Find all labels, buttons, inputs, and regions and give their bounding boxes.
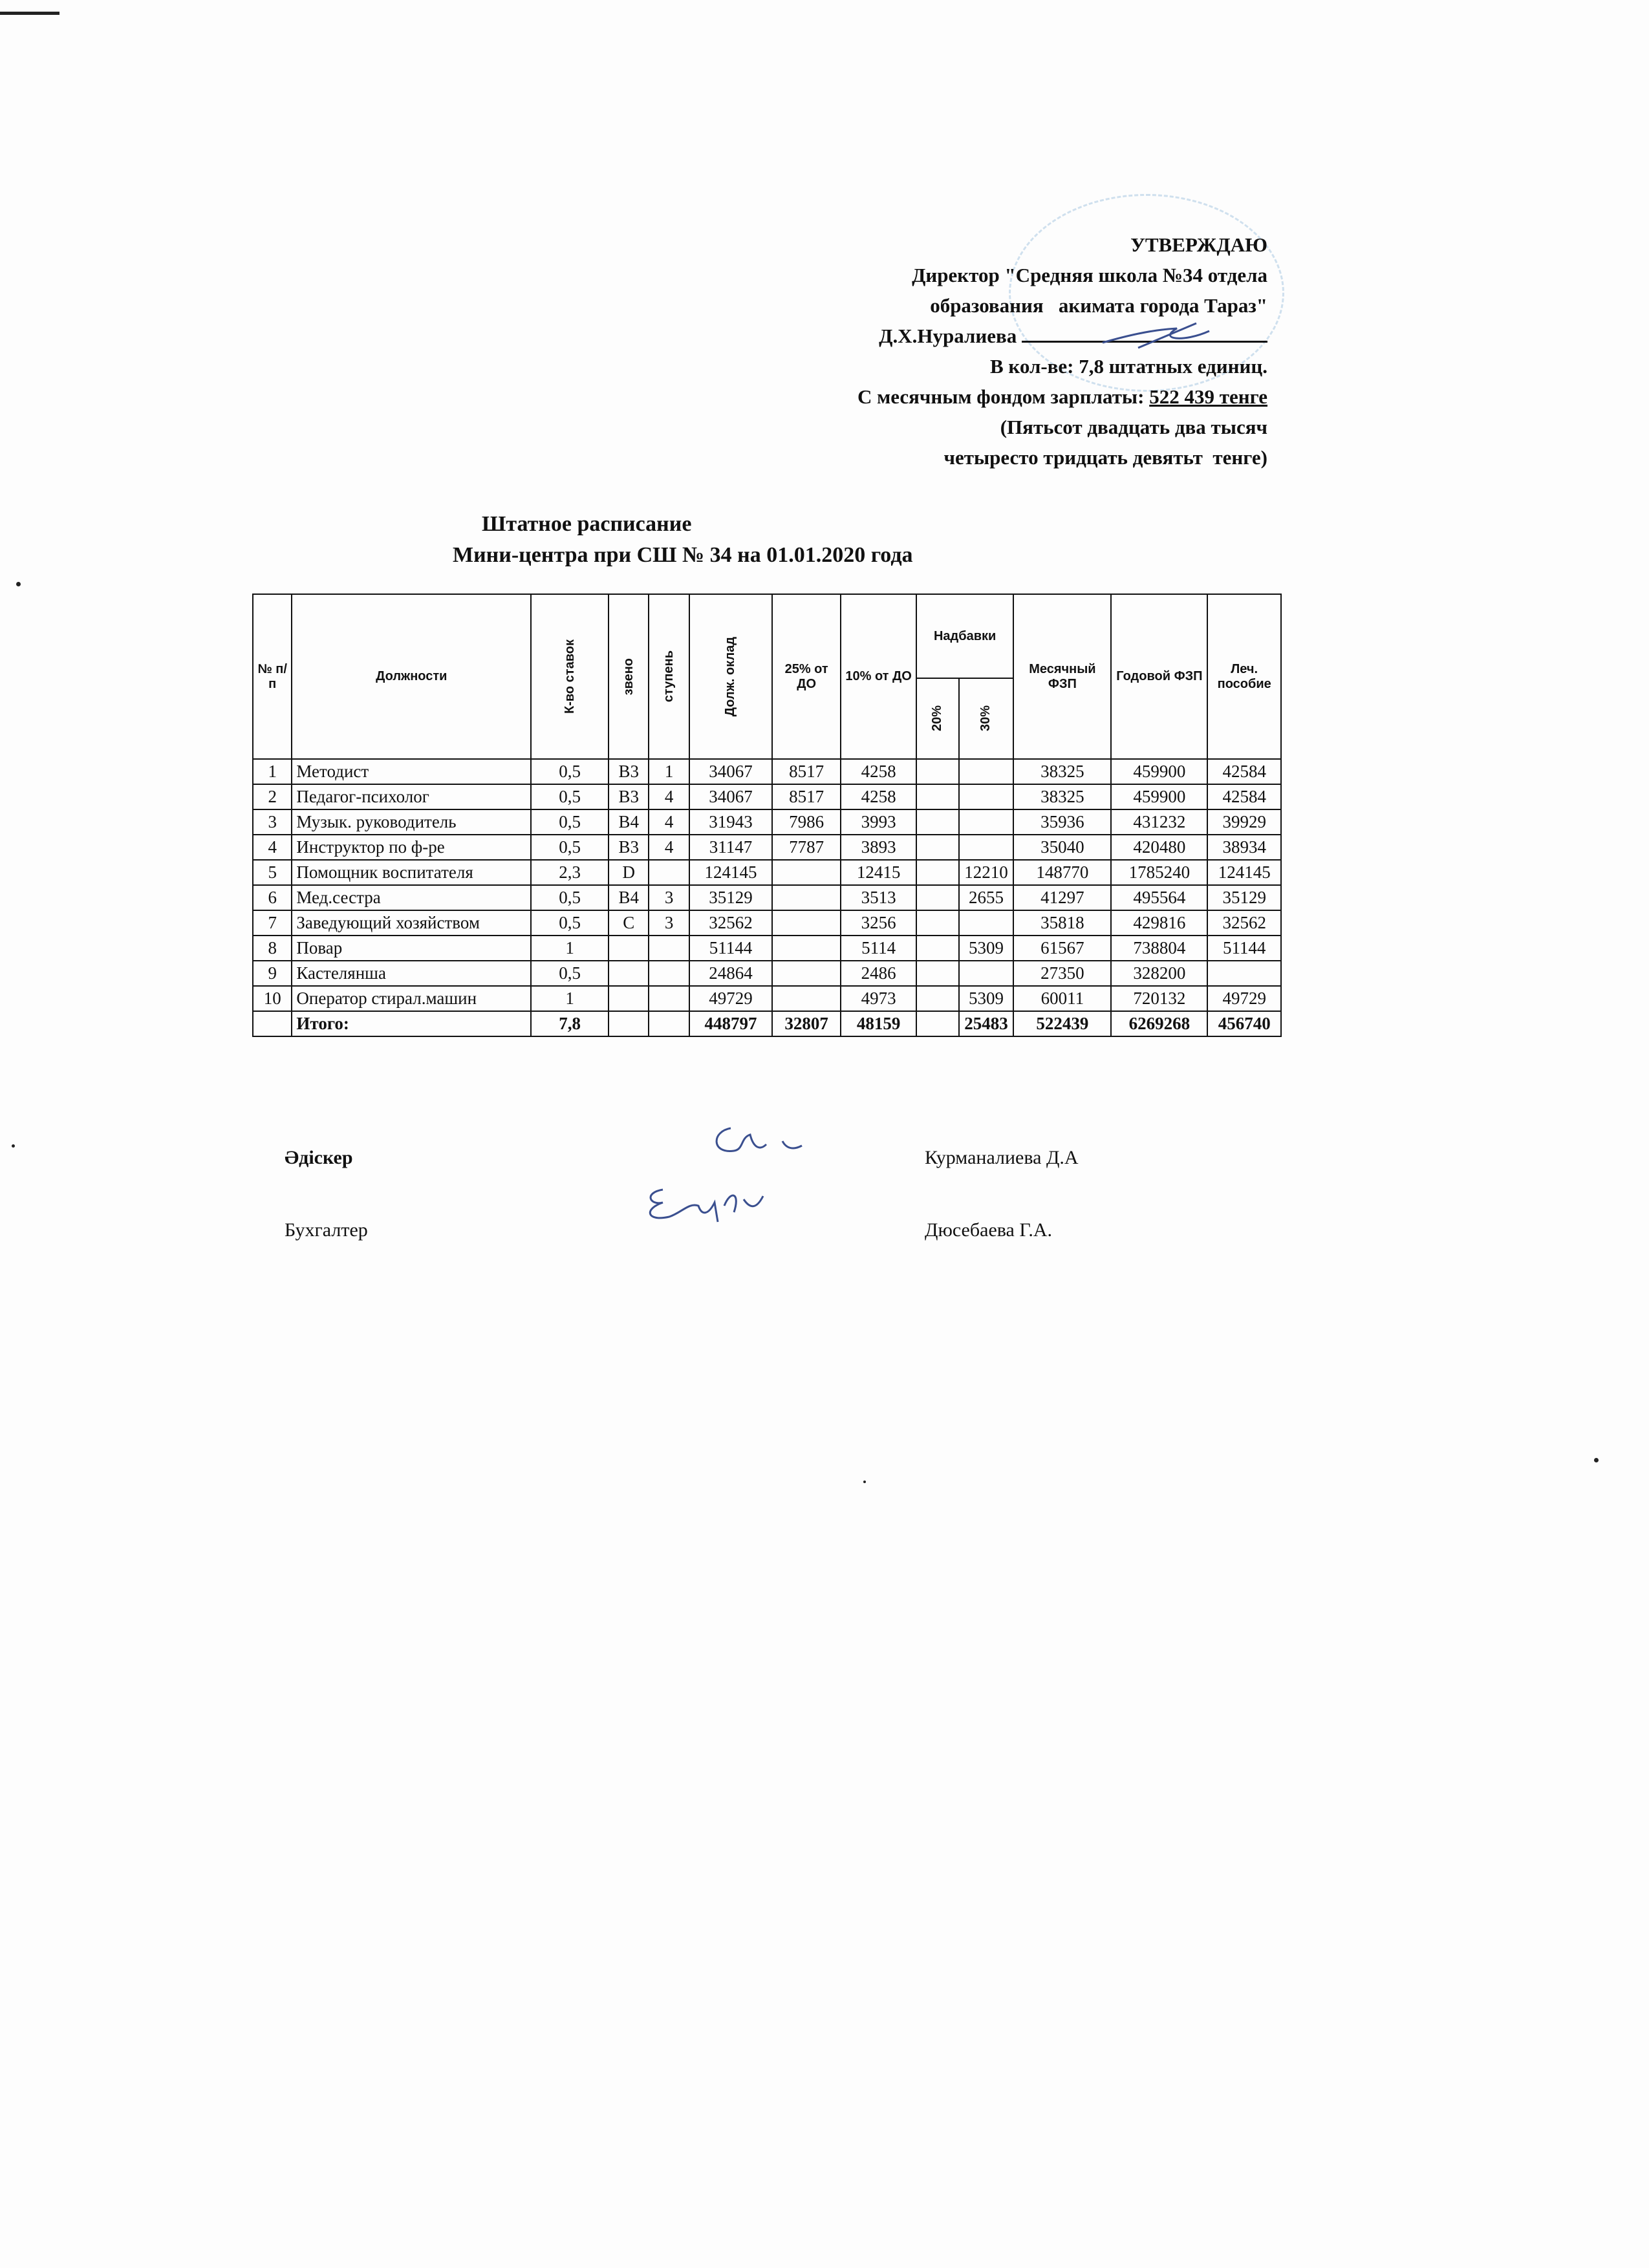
cell-step: 3 (649, 885, 689, 910)
header-annual: Годовой ФЗП (1111, 594, 1207, 759)
cell-b30 (959, 910, 1014, 936)
cell-annual: 420480 (1111, 835, 1207, 860)
cell-link: В4 (609, 809, 649, 835)
approval-line-words-2: четыресто тридцать девятьт тенге) (943, 446, 1267, 469)
header-b20 (916, 678, 959, 759)
cell-link (609, 936, 649, 961)
title-line-1: Штатное расписание (482, 512, 692, 536)
header-link-text: звено (621, 658, 636, 696)
cell-step: 4 (649, 835, 689, 860)
cell-link (609, 961, 649, 986)
signer-name: Курманалиева Д.А (925, 1147, 1079, 1168)
cell-p10: 5114 (841, 936, 916, 961)
signer-role: Әдіскер (285, 1147, 353, 1168)
cell-medical: 42584 (1207, 759, 1281, 784)
cell-pos: Методист (292, 759, 531, 784)
cell-p10: 4258 (841, 759, 916, 784)
cell-step (649, 961, 689, 986)
total-row (253, 1011, 1281, 1036)
cell-b20 (916, 910, 959, 936)
cell-monthly: 35040 (1013, 835, 1111, 860)
cell-step (649, 1011, 689, 1036)
approval-line-words-1: (Пятьсот двадцать два тысяч (1000, 416, 1267, 438)
cell-n: 7 (253, 910, 292, 936)
cell-salary: 34067 (689, 759, 772, 784)
cell-b20 (916, 961, 959, 986)
header-p10: 10% от ДО (841, 594, 916, 759)
cell-monthly: 35936 (1013, 809, 1111, 835)
cell-b30 (959, 784, 1014, 809)
cell-b20 (916, 885, 959, 910)
fund-label: С месячным фондом зарплаты: (857, 385, 1150, 408)
cell-b20 (916, 1011, 959, 1036)
cell-n: 5 (253, 860, 292, 885)
cell-n: 2 (253, 784, 292, 809)
cell-annual: 1785240 (1111, 860, 1207, 885)
cell-rates: 0,5 (531, 910, 609, 936)
cell-annual: 459900 (1111, 759, 1207, 784)
cell-p10: 3893 (841, 835, 916, 860)
cell-monthly: 41297 (1013, 885, 1111, 910)
cell-medical: 32562 (1207, 910, 1281, 936)
cell-p25 (772, 910, 841, 936)
cell-step: 1 (649, 759, 689, 784)
staff-schedule-table (252, 594, 1282, 1037)
header-b30 (959, 678, 1014, 759)
cell-b20 (916, 986, 959, 1011)
cell-n: 1 (253, 759, 292, 784)
methodist-signature (705, 1118, 808, 1164)
cell-rates: 7,8 (531, 1011, 609, 1036)
cell-monthly: 148770 (1013, 860, 1111, 885)
signer-role: Бухгалтер (285, 1219, 368, 1241)
cell-b30: 25483 (959, 1011, 1014, 1036)
header-b20-text: 20% (930, 705, 945, 732)
cell-salary: 51144 (689, 936, 772, 961)
header-monthly: Месячный ФЗП (1013, 594, 1111, 759)
cell-p10: 3513 (841, 885, 916, 910)
cell-step: 4 (649, 784, 689, 809)
cell-b30 (959, 759, 1014, 784)
cell-salary: 32562 (689, 910, 772, 936)
cell-pos: Кастелянша (292, 961, 531, 986)
cell-p10: 2486 (841, 961, 916, 986)
cell-medical: 49729 (1207, 986, 1281, 1011)
cell-p10: 12415 (841, 860, 916, 885)
scan-speck (16, 582, 21, 586)
cell-rates: 1 (531, 936, 609, 961)
cell-b30 (959, 961, 1014, 986)
cell-b30 (959, 809, 1014, 835)
cell-p25: 8517 (772, 759, 841, 784)
cell-annual: 720132 (1111, 986, 1207, 1011)
cell-p10: 48159 (841, 1011, 916, 1036)
cell-pos: Оператор стирал.машин (292, 986, 531, 1011)
cell-link: В3 (609, 784, 649, 809)
cell-link: D (609, 860, 649, 885)
cell-medical: 35129 (1207, 885, 1281, 910)
title-line-2: Мини-центра при СШ № 34 на 01.01.2020 года (453, 543, 913, 567)
cell-b30: 5309 (959, 986, 1014, 1011)
header-b30-text: 30% (978, 705, 993, 732)
cell-p10: 4973 (841, 986, 916, 1011)
cell-link: С (609, 910, 649, 936)
cell-medical: 38934 (1207, 835, 1281, 860)
approval-line-fund (711, 381, 1267, 412)
approval-line-director: Директор "Средняя школа №34 отдела (912, 264, 1267, 286)
header-p25: 25% от ДО (772, 594, 841, 759)
cell-monthly: 27350 (1013, 961, 1111, 986)
cell-b20 (916, 936, 959, 961)
fund-amount: 522 439 тенге (1149, 385, 1267, 408)
cell-pos: Итого: (292, 1011, 531, 1036)
cell-b30: 12210 (959, 860, 1014, 885)
table-row (253, 835, 1281, 860)
cell-salary: 31147 (689, 835, 772, 860)
cell-b20 (916, 759, 959, 784)
cell-n: 10 (253, 986, 292, 1011)
cell-b30: 5309 (959, 936, 1014, 961)
cell-monthly: 38325 (1013, 784, 1111, 809)
cell-rates: 0,5 (531, 759, 609, 784)
cell-rates: 1 (531, 986, 609, 1011)
header-salary (689, 594, 772, 759)
cell-medical: 51144 (1207, 936, 1281, 961)
cell-link: В4 (609, 885, 649, 910)
cell-rates: 0,5 (531, 835, 609, 860)
cell-salary: 448797 (689, 1011, 772, 1036)
cell-link: В3 (609, 759, 649, 784)
director-name: Д.Х.Нуралиева (879, 325, 1017, 347)
cell-p25: 7986 (772, 809, 841, 835)
cell-p25 (772, 986, 841, 1011)
scan-speck (863, 1481, 866, 1483)
header-salary-text: Долж. оклад (723, 636, 738, 717)
cell-rates: 0,5 (531, 784, 609, 809)
approval-line-units: В кол-ве: 7,8 штатных единиц. (989, 355, 1267, 378)
cell-monthly: 61567 (1013, 936, 1111, 961)
table-row (253, 910, 1281, 936)
cell-annual: 459900 (1111, 784, 1207, 809)
header-bonuses: Надбавки (916, 594, 1013, 678)
table-row (253, 986, 1281, 1011)
cell-rates: 0,5 (531, 885, 609, 910)
cell-p25: 7787 (772, 835, 841, 860)
cell-salary: 49729 (689, 986, 772, 1011)
cell-salary: 124145 (689, 860, 772, 885)
document-title (453, 509, 1099, 571)
cell-n: 8 (253, 936, 292, 961)
cell-p10: 4258 (841, 784, 916, 809)
approval-heading: УТВЕРЖДАЮ (1130, 233, 1267, 256)
accountant-signature (637, 1177, 773, 1228)
cell-step: 3 (649, 910, 689, 936)
table-row (253, 961, 1281, 986)
director-signature (1099, 317, 1222, 356)
cell-annual: 6269268 (1111, 1011, 1207, 1036)
cell-rates: 0,5 (531, 961, 609, 986)
cell-annual: 738804 (1111, 936, 1207, 961)
cell-rates: 0,5 (531, 809, 609, 835)
cell-medical: 42584 (1207, 784, 1281, 809)
cell-medical: 39929 (1207, 809, 1281, 835)
header-step (649, 594, 689, 759)
cell-p25: 8517 (772, 784, 841, 809)
cell-annual: 495564 (1111, 885, 1207, 910)
cell-p25 (772, 885, 841, 910)
cell-salary: 35129 (689, 885, 772, 910)
cell-p10: 3993 (841, 809, 916, 835)
cell-p25 (772, 860, 841, 885)
scan-speck (12, 1144, 15, 1148)
cell-pos: Заведующий хозяйством (292, 910, 531, 936)
cell-monthly: 60011 (1013, 986, 1111, 1011)
header-rates-text: К-во ставок (562, 639, 577, 714)
cell-n: 9 (253, 961, 292, 986)
cell-salary: 24864 (689, 961, 772, 986)
table-header-row (253, 594, 1281, 678)
cell-link: В3 (609, 835, 649, 860)
cell-n: 3 (253, 809, 292, 835)
cell-b30 (959, 835, 1014, 860)
cell-b20 (916, 784, 959, 809)
table-row (253, 860, 1281, 885)
cell-monthly: 522439 (1013, 1011, 1111, 1036)
header-link (609, 594, 649, 759)
cell-rates: 2,3 (531, 860, 609, 885)
cell-pos: Мед.сестра (292, 885, 531, 910)
cell-n: 6 (253, 885, 292, 910)
cell-p25: 32807 (772, 1011, 841, 1036)
cell-salary: 34067 (689, 784, 772, 809)
cell-p25 (772, 961, 841, 986)
table-row (253, 885, 1281, 910)
approval-line-organization: образования акимата города Тараз" (930, 294, 1267, 317)
cell-pos: Повар (292, 936, 531, 961)
header-num: № п/п (253, 594, 292, 759)
cell-pos: Музык. руководитель (292, 809, 531, 835)
signer-name: Дюсебаева Г.А. (925, 1219, 1052, 1241)
cell-b20 (916, 809, 959, 835)
cell-step (649, 860, 689, 885)
cell-n (253, 1011, 292, 1036)
cell-link (609, 986, 649, 1011)
cell-b30: 2655 (959, 885, 1014, 910)
cell-b20 (916, 835, 959, 860)
cell-step (649, 986, 689, 1011)
header-medical: Леч. пособие (1207, 594, 1281, 759)
cell-pos: Педагог-психолог (292, 784, 531, 809)
cell-annual: 328200 (1111, 961, 1207, 986)
scan-speck (1594, 1458, 1599, 1462)
cell-b20 (916, 860, 959, 885)
cell-step (649, 936, 689, 961)
cell-medical: 124145 (1207, 860, 1281, 885)
cell-monthly: 35818 (1013, 910, 1111, 936)
cell-medical: 456740 (1207, 1011, 1281, 1036)
cell-link (609, 1011, 649, 1036)
cell-salary: 31943 (689, 809, 772, 835)
table-row (253, 809, 1281, 835)
cell-p25 (772, 936, 841, 961)
table-row (253, 784, 1281, 809)
cell-medical (1207, 961, 1281, 986)
cell-annual: 431232 (1111, 809, 1207, 835)
header-position: Должности (292, 594, 531, 759)
cell-monthly: 38325 (1013, 759, 1111, 784)
scan-edge-mark (0, 12, 59, 15)
cell-step: 4 (649, 809, 689, 835)
cell-pos: Инструктор по ф-ре (292, 835, 531, 860)
cell-pos: Помощник воспитателя (292, 860, 531, 885)
header-rates (531, 594, 609, 759)
table-row (253, 936, 1281, 961)
cell-n: 4 (253, 835, 292, 860)
header-step-text: ступень (662, 650, 676, 703)
cell-annual: 429816 (1111, 910, 1207, 936)
cell-p10: 3256 (841, 910, 916, 936)
table-row (253, 759, 1281, 784)
